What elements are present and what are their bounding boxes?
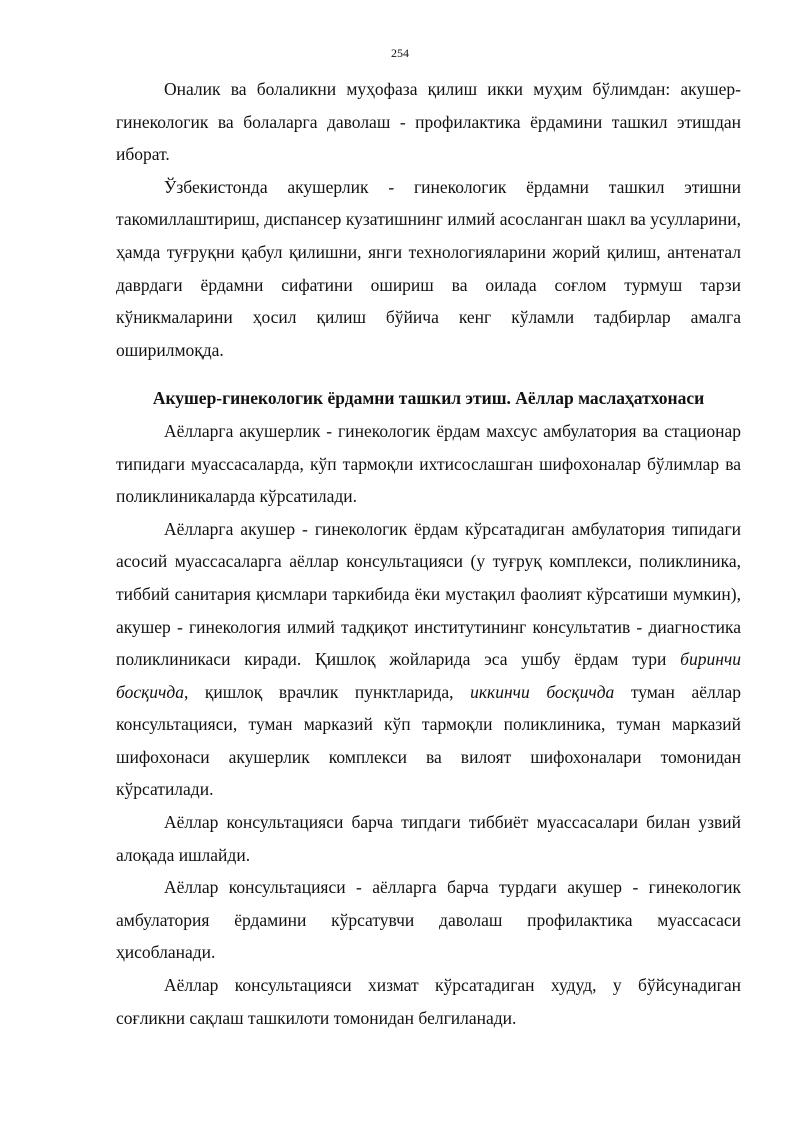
paragraph-consultation-definition: Аёллар консультацияси - аёлларга барча турдаги акушер - гинекологик амбулатория ёрдамини кўрсатувчи даволаш профилактика муассасаси ҳисобланади. [116, 877, 741, 963]
emphasis-first-stage: биринчи босқичда [116, 649, 741, 702]
paragraph-text: Аёлларга акушер - гинекологик ёрдам кўрсатадиган амбулатория типидаги асосий муассасаларга аёллар консультацияси (у туғруқ комплекси, поликлиника, тиббий санитария қисмлари таркибида ёки мустақил фаолият кўрсатиши мумкин), акушер - гинекология илмий тадқиқот институтининг консультатив - диагностика поликлиникаси киради. Қишлоқ жойларида эса ушбу ёрдам тури [116, 518, 741, 670]
paragraph-text: туман аёллар консультацияси, туман марказий кўп тармоқли поликлиника, туман марказий шифохонаси акушерлик комплекси ва вилоят шифохоналари томонидан кўрсатилади. [116, 681, 741, 800]
paragraph-service-area: Аёллар консультацияси хизмат кўрсатадиган худуд, у бўйсунадиган соғликни сақлаш ташкилоти томонидан белгиланади. [116, 975, 741, 1028]
paragraph-care-locations: Аёлларга акушерлик - гинекологик ёрдам махсус амбулатория ва стационар типидаги муассасаларда, кўп тармоқли ихтисослашган шифохоналар бўлимлар ва поликлиникаларда кўрсатилади. [116, 420, 741, 507]
paragraph-text: , қишлоқ врачлик пунктларида, [183, 681, 471, 702]
paragraph-consultation-links: Аёллар консультацияси барча типдаги тиббиёт муассасалари билан узвий алоқада ишлайди. [116, 812, 741, 865]
page-number: 254 [391, 46, 409, 60]
document-body [116, 73, 741, 1034]
paragraph-uzbekistan-care: Ўзбекистонда акушерлик - гинекологик ёрдамни ташкил этишни такомиллаштириш, диспансер кузатишнинг илмий асосланган шакл ва усулларини, ҳамда туғруқни қабул қилишни, янги технологияларини жорий қилиш, антенатал даврдаги ёрдамни сифатини ошириш ва оилада соғлом турмуш тарзи кўникмаларини ҳосил қилиш бўйича кенг кўламли тадбирлар амалга оширилмоқда. [116, 176, 741, 360]
section-heading: Акушер-гинекологик ёрдамни ташкил этиш. Аёллар маслаҳатхонаси [152, 388, 705, 409]
paragraph-maternal-protection: Оналик ва болаликни муҳофаза қилиш икки муҳим бўлимдан: акушер-гинекологик ва болаларга даволаш - профилактика ёрдамини ташкил этишдан иборат. [116, 79, 741, 165]
paragraph-ambulatory-institutions [116, 513, 741, 806]
emphasis-second-stage: иккинчи босқичда [470, 681, 615, 702]
